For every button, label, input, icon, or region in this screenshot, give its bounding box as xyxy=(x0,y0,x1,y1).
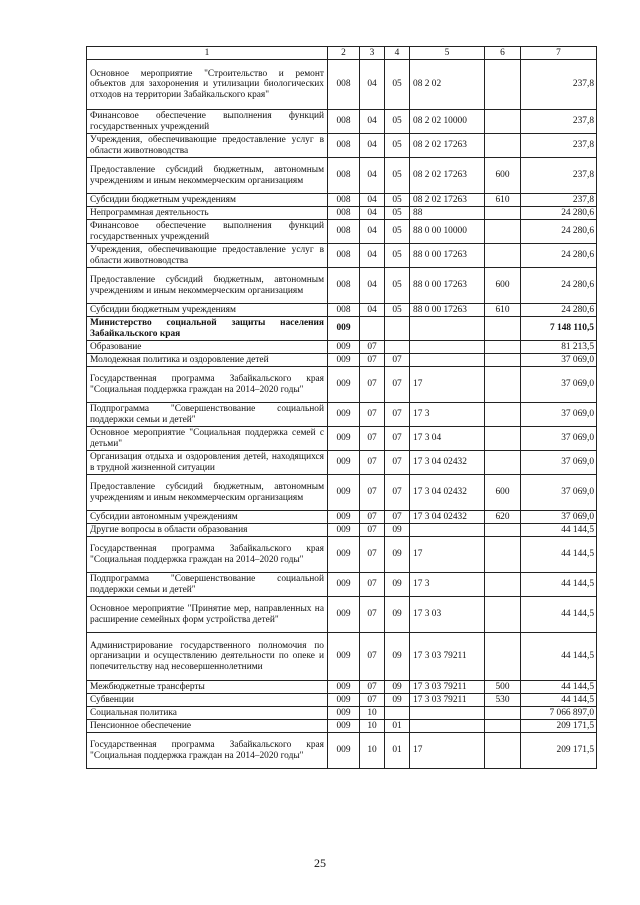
subsection-code-cell: 07 xyxy=(385,427,410,451)
item-name-cell: Основное мероприятие "Социальная поддержка семей с детьми" xyxy=(87,427,328,451)
grbs-code-cell: 008 xyxy=(328,268,360,304)
section-code-cell: 04 xyxy=(360,60,385,110)
target-item-code-cell xyxy=(410,707,485,720)
section-code-cell: 04 xyxy=(360,304,385,317)
target-item-code-cell: 08 2 02 10000 xyxy=(410,110,485,134)
target-item-code-cell: 17 3 03 79211 xyxy=(410,694,485,707)
subsection-code-cell: 09 xyxy=(385,573,410,597)
item-name-cell: Подпрограмма "Совершенствование социальной поддержки семьи и детей" xyxy=(87,573,328,597)
table-row xyxy=(87,427,597,451)
target-item-code-cell: 08 2 02 17263 xyxy=(410,158,485,194)
section-code-cell: 04 xyxy=(360,220,385,244)
grbs-code-cell: 008 xyxy=(328,134,360,158)
page-number: 25 xyxy=(314,856,326,870)
expense-type-cell: 620 xyxy=(485,511,521,524)
target-item-code-cell: 08 2 02 17263 xyxy=(410,194,485,207)
grbs-code-cell: 009 xyxy=(328,511,360,524)
expense-type-cell xyxy=(485,220,521,244)
section-code-cell: 07 xyxy=(360,354,385,367)
table-row xyxy=(87,268,597,304)
section-code-cell: 07 xyxy=(360,573,385,597)
item-name-cell: Учреждения, обеспечивающие предоставление услуг в области животноводства xyxy=(87,244,328,268)
amount-cell: 44 144,5 xyxy=(521,537,597,573)
expense-type-cell xyxy=(485,60,521,110)
subsection-code-cell: 05 xyxy=(385,158,410,194)
subsection-code-cell: 01 xyxy=(385,733,410,769)
header-cell: 6 xyxy=(485,47,521,60)
item-name-cell: Государственная программа Забайкальского края "Социальная поддержка граждан на 2014–2020 годы" xyxy=(87,537,328,573)
subsection-code-cell xyxy=(385,317,410,341)
expense-type-cell xyxy=(485,427,521,451)
subsection-code-cell: 05 xyxy=(385,194,410,207)
target-item-code-cell: 88 0 00 17263 xyxy=(410,244,485,268)
grbs-code-cell: 008 xyxy=(328,304,360,317)
item-name-cell: Предоставление субсидий бюджетным, автономным учреждениям и иным некоммерческим организациям xyxy=(87,158,328,194)
header-cell: 7 xyxy=(521,47,597,60)
item-name-cell: Другие вопросы в области образования xyxy=(87,524,328,537)
target-item-code-cell xyxy=(410,317,485,341)
subsection-code-cell: 09 xyxy=(385,524,410,537)
table-row xyxy=(87,451,597,475)
table-row xyxy=(87,537,597,573)
table-row xyxy=(87,341,597,354)
section-code-cell: 04 xyxy=(360,158,385,194)
header-cell: 1 xyxy=(87,47,328,60)
table-row xyxy=(87,681,597,694)
section-code-cell: 07 xyxy=(360,427,385,451)
expense-type-cell xyxy=(485,207,521,220)
table-row xyxy=(87,403,597,427)
grbs-code-cell: 008 xyxy=(328,110,360,134)
target-item-code-cell: 17 xyxy=(410,537,485,573)
amount-cell: 44 144,5 xyxy=(521,694,597,707)
section-code-cell: 04 xyxy=(360,134,385,158)
table-row xyxy=(87,720,597,733)
table-row xyxy=(87,354,597,367)
amount-cell: 37 069,0 xyxy=(521,354,597,367)
target-item-code-cell: 17 3 04 02432 xyxy=(410,511,485,524)
target-item-code-cell: 17 3 04 02432 xyxy=(410,475,485,511)
table-row xyxy=(87,304,597,317)
section-code-cell: 04 xyxy=(360,194,385,207)
amount-cell: 37 069,0 xyxy=(521,451,597,475)
section-code-cell: 07 xyxy=(360,475,385,511)
subsection-code-cell: 09 xyxy=(385,694,410,707)
grbs-code-cell: 008 xyxy=(328,60,360,110)
section-code-cell: 07 xyxy=(360,367,385,403)
amount-cell: 237,8 xyxy=(521,110,597,134)
subsection-code-cell: 07 xyxy=(385,451,410,475)
section-code-cell: 04 xyxy=(360,268,385,304)
item-name-cell: Организация отдыха и оздоровления детей, находящихся в трудной жизненной ситуации xyxy=(87,451,328,475)
amount-cell: 7 066 897,0 xyxy=(521,707,597,720)
amount-cell: 44 144,5 xyxy=(521,573,597,597)
table-row xyxy=(87,207,597,220)
amount-cell: 209 171,5 xyxy=(521,733,597,769)
grbs-code-cell: 009 xyxy=(328,681,360,694)
expense-type-cell xyxy=(485,451,521,475)
grbs-code-cell: 009 xyxy=(328,633,360,681)
subsection-code-cell xyxy=(385,341,410,354)
header-cell: 3 xyxy=(360,47,385,60)
grbs-code-cell: 009 xyxy=(328,707,360,720)
grbs-code-cell: 009 xyxy=(328,475,360,511)
table-row xyxy=(87,733,597,769)
grbs-code-cell: 009 xyxy=(328,341,360,354)
table-row xyxy=(87,110,597,134)
table-row xyxy=(87,597,597,633)
item-name-cell: Предоставление субсидий бюджетным, автономным учреждениям и иным некоммерческим организациям xyxy=(87,475,328,511)
grbs-code-cell: 008 xyxy=(328,194,360,207)
amount-cell: 24 280,6 xyxy=(521,220,597,244)
target-item-code-cell: 17 3 xyxy=(410,573,485,597)
expense-type-cell xyxy=(485,633,521,681)
item-name-cell: Субвенции xyxy=(87,694,328,707)
expense-type-cell xyxy=(485,707,521,720)
expense-type-cell: 530 xyxy=(485,694,521,707)
table-row xyxy=(87,244,597,268)
table-row xyxy=(87,475,597,511)
table-header-row xyxy=(87,47,597,60)
subsection-code-cell: 09 xyxy=(385,633,410,681)
amount-cell: 237,8 xyxy=(521,60,597,110)
section-code-cell: 10 xyxy=(360,733,385,769)
amount-cell: 37 069,0 xyxy=(521,475,597,511)
grbs-code-cell: 009 xyxy=(328,367,360,403)
section-code-cell: 07 xyxy=(360,451,385,475)
section-code-cell: 10 xyxy=(360,720,385,733)
section-code-cell: 07 xyxy=(360,341,385,354)
target-item-code-cell xyxy=(410,524,485,537)
target-item-code-cell: 08 2 02 xyxy=(410,60,485,110)
target-item-code-cell: 17 3 xyxy=(410,403,485,427)
expense-type-cell xyxy=(485,341,521,354)
grbs-code-cell: 008 xyxy=(328,244,360,268)
subsection-code-cell: 05 xyxy=(385,134,410,158)
item-name-cell: Государственная программа Забайкальского края "Социальная поддержка граждан на 2014–2020 годы" xyxy=(87,733,328,769)
amount-cell: 44 144,5 xyxy=(521,524,597,537)
item-name-cell: Молодежная политика и оздоровление детей xyxy=(87,354,328,367)
grbs-code-cell: 009 xyxy=(328,537,360,573)
target-item-code-cell: 08 2 02 17263 xyxy=(410,134,485,158)
amount-cell: 81 213,5 xyxy=(521,341,597,354)
amount-cell: 24 280,6 xyxy=(521,304,597,317)
section-code-cell: 07 xyxy=(360,537,385,573)
subsection-code-cell: 09 xyxy=(385,681,410,694)
section-code-cell: 07 xyxy=(360,633,385,681)
subsection-code-cell: 01 xyxy=(385,720,410,733)
grbs-code-cell: 009 xyxy=(328,354,360,367)
subsection-code-cell: 07 xyxy=(385,403,410,427)
grbs-code-cell: 009 xyxy=(328,597,360,633)
section-code-cell: 07 xyxy=(360,597,385,633)
table-row xyxy=(87,707,597,720)
expense-type-cell: 500 xyxy=(485,681,521,694)
section-code-cell: 07 xyxy=(360,694,385,707)
expense-type-cell xyxy=(485,110,521,134)
target-item-code-cell: 17 xyxy=(410,733,485,769)
expense-type-cell xyxy=(485,367,521,403)
subsection-code-cell: 05 xyxy=(385,207,410,220)
expense-type-cell xyxy=(485,244,521,268)
item-name-cell: Социальная политика xyxy=(87,707,328,720)
expense-type-cell xyxy=(485,733,521,769)
section-code-cell: 04 xyxy=(360,110,385,134)
item-name-cell: Министерство социальной защиты населения Забайкальского края xyxy=(87,317,328,341)
table-row xyxy=(87,158,597,194)
table-row xyxy=(87,60,597,110)
expense-type-cell: 610 xyxy=(485,194,521,207)
item-name-cell: Подпрограмма "Совершенствование социальной поддержки семьи и детей" xyxy=(87,403,328,427)
amount-cell: 37 069,0 xyxy=(521,427,597,451)
amount-cell: 24 280,6 xyxy=(521,207,597,220)
grbs-code-cell: 009 xyxy=(328,573,360,597)
table-row xyxy=(87,367,597,403)
amount-cell: 24 280,6 xyxy=(521,244,597,268)
section-code-cell: 07 xyxy=(360,511,385,524)
expense-type-cell xyxy=(485,403,521,427)
grbs-code-cell: 009 xyxy=(328,694,360,707)
table-row xyxy=(87,573,597,597)
expense-type-cell xyxy=(485,573,521,597)
table-row xyxy=(87,134,597,158)
subsection-code-cell: 05 xyxy=(385,110,410,134)
table-row xyxy=(87,317,597,341)
subsection-code-cell: 09 xyxy=(385,537,410,573)
amount-cell: 209 171,5 xyxy=(521,720,597,733)
expense-type-cell: 600 xyxy=(485,158,521,194)
item-name-cell: Основное мероприятие "Строительство и ремонт объектов для захоронения и утилизации биологических отходов на территории Забайкальского края" xyxy=(87,60,328,110)
item-name-cell: Основное мероприятие "Принятие мер, направленных на расширение семейных форм устройства детей" xyxy=(87,597,328,633)
amount-cell: 44 144,5 xyxy=(521,681,597,694)
grbs-code-cell: 009 xyxy=(328,733,360,769)
target-item-code-cell: 17 3 03 79211 xyxy=(410,681,485,694)
header-cell: 4 xyxy=(385,47,410,60)
grbs-code-cell: 009 xyxy=(328,524,360,537)
subsection-code-cell: 05 xyxy=(385,268,410,304)
grbs-code-cell: 008 xyxy=(328,220,360,244)
subsection-code-cell: 07 xyxy=(385,354,410,367)
item-name-cell: Субсидии автономным учреждениям xyxy=(87,511,328,524)
item-name-cell: Межбюджетные трансферты xyxy=(87,681,328,694)
target-item-code-cell: 17 3 03 xyxy=(410,597,485,633)
grbs-code-cell: 009 xyxy=(328,427,360,451)
grbs-code-cell: 008 xyxy=(328,207,360,220)
target-item-code-cell: 17 3 04 xyxy=(410,427,485,451)
item-name-cell: Предоставление субсидий бюджетным, автономным учреждениям и иным некоммерческим организациям xyxy=(87,268,328,304)
expense-type-cell xyxy=(485,524,521,537)
subsection-code-cell xyxy=(385,707,410,720)
subsection-code-cell: 09 xyxy=(385,597,410,633)
expense-type-cell xyxy=(485,720,521,733)
amount-cell: 44 144,5 xyxy=(521,633,597,681)
section-code-cell: 04 xyxy=(360,207,385,220)
subsection-code-cell: 07 xyxy=(385,367,410,403)
amount-cell: 237,8 xyxy=(521,194,597,207)
section-code-cell: 07 xyxy=(360,681,385,694)
amount-cell: 37 069,0 xyxy=(521,367,597,403)
table-row xyxy=(87,511,597,524)
header-cell: 2 xyxy=(328,47,360,60)
target-item-code-cell: 17 xyxy=(410,367,485,403)
section-code-cell: 07 xyxy=(360,403,385,427)
expense-type-cell xyxy=(485,354,521,367)
item-name-cell: Субсидии бюджетным учреждениям xyxy=(87,304,328,317)
item-name-cell: Субсидии бюджетным учреждениям xyxy=(87,194,328,207)
item-name-cell: Пенсионное обеспечение xyxy=(87,720,328,733)
target-item-code-cell: 88 0 00 17263 xyxy=(410,268,485,304)
amount-cell: 237,8 xyxy=(521,158,597,194)
item-name-cell: Администрирование государственного полномочия по организации и осуществлению деятельности по опеке и попечительству над несовершеннолетними xyxy=(87,633,328,681)
expense-type-cell: 610 xyxy=(485,304,521,317)
subsection-code-cell: 05 xyxy=(385,304,410,317)
amount-cell: 37 069,0 xyxy=(521,511,597,524)
target-item-code-cell: 17 3 03 79211 xyxy=(410,633,485,681)
item-name-cell: Образование xyxy=(87,341,328,354)
grbs-code-cell: 009 xyxy=(328,451,360,475)
expense-type-cell: 600 xyxy=(485,475,521,511)
expense-type-cell xyxy=(485,597,521,633)
table-row xyxy=(87,220,597,244)
section-code-cell: 07 xyxy=(360,524,385,537)
table-row xyxy=(87,194,597,207)
target-item-code-cell xyxy=(410,720,485,733)
table-row xyxy=(87,633,597,681)
subsection-code-cell: 07 xyxy=(385,475,410,511)
item-name-cell: Финансовое обеспечение выполнения функций государственных учреждений xyxy=(87,220,328,244)
expense-type-cell xyxy=(485,317,521,341)
item-name-cell: Непрограммная деятельность xyxy=(87,207,328,220)
budget-table xyxy=(86,46,597,769)
amount-cell: 44 144,5 xyxy=(521,597,597,633)
expense-type-cell: 600 xyxy=(485,268,521,304)
table-row xyxy=(87,524,597,537)
target-item-code-cell: 88 0 00 10000 xyxy=(410,220,485,244)
target-item-code-cell: 17 3 04 02432 xyxy=(410,451,485,475)
target-item-code-cell xyxy=(410,354,485,367)
section-code-cell xyxy=(360,317,385,341)
target-item-code-cell xyxy=(410,341,485,354)
item-name-cell: Финансовое обеспечение выполнения функций государственных учреждений xyxy=(87,110,328,134)
section-code-cell: 10 xyxy=(360,707,385,720)
subsection-code-cell: 05 xyxy=(385,220,410,244)
section-code-cell: 04 xyxy=(360,244,385,268)
subsection-code-cell: 05 xyxy=(385,60,410,110)
grbs-code-cell: 009 xyxy=(328,720,360,733)
target-item-code-cell: 88 xyxy=(410,207,485,220)
expense-type-cell xyxy=(485,134,521,158)
grbs-code-cell: 009 xyxy=(328,403,360,427)
item-name-cell: Государственная программа Забайкальского края "Социальная поддержка граждан на 2014–2020 годы" xyxy=(87,367,328,403)
expense-type-cell xyxy=(485,537,521,573)
amount-cell: 24 280,6 xyxy=(521,268,597,304)
amount-cell: 237,8 xyxy=(521,134,597,158)
table-row xyxy=(87,694,597,707)
amount-cell: 37 069,0 xyxy=(521,403,597,427)
header-cell: 5 xyxy=(410,47,485,60)
amount-cell: 7 148 110,5 xyxy=(521,317,597,341)
grbs-code-cell: 009 xyxy=(328,317,360,341)
subsection-code-cell: 05 xyxy=(385,244,410,268)
subsection-code-cell: 07 xyxy=(385,511,410,524)
item-name-cell: Учреждения, обеспечивающие предоставление услуг в области животноводства xyxy=(87,134,328,158)
grbs-code-cell: 008 xyxy=(328,158,360,194)
target-item-code-cell: 88 0 00 17263 xyxy=(410,304,485,317)
